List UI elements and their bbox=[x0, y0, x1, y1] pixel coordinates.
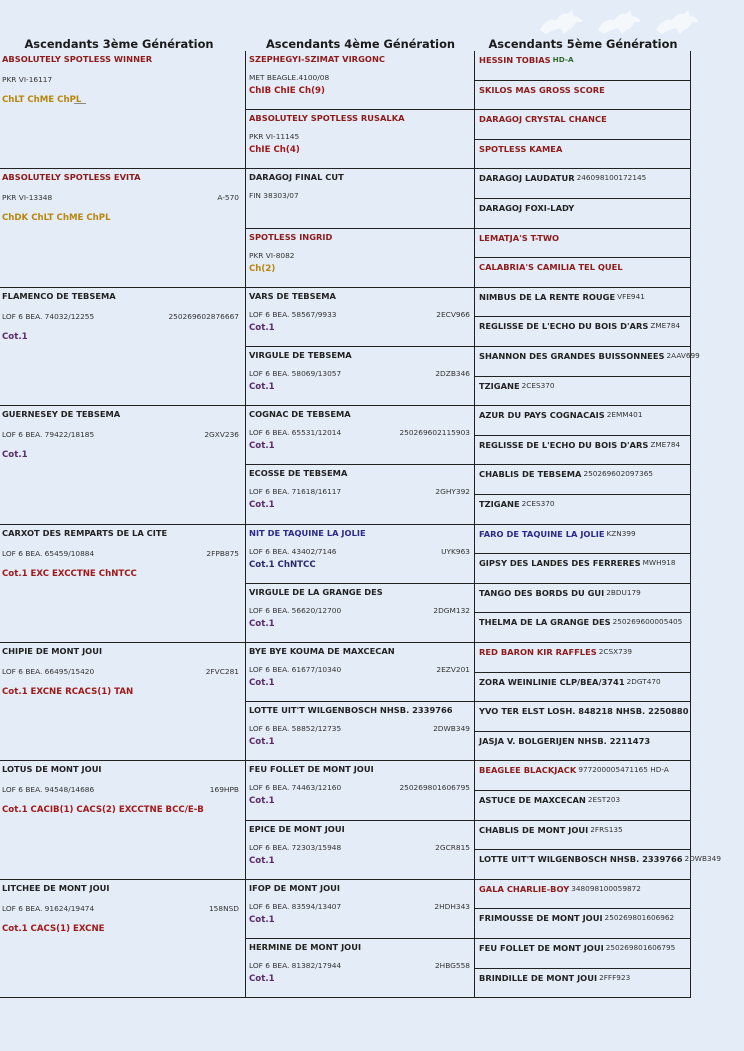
dog-name: ABSOLUTELY SPOTLESS WINNER bbox=[2, 54, 153, 64]
dog-name: BEAGLEE BLACKJACK bbox=[479, 765, 577, 776]
dog-name: VARS DE TEBSEMA bbox=[249, 290, 336, 301]
identification-number: 348098100059872 bbox=[571, 883, 641, 893]
dog-name: AZUR DU PAYS COGNACAIS bbox=[479, 410, 605, 421]
gen5-cell bbox=[475, 377, 691, 407]
titles: Cot.1 bbox=[2, 450, 28, 461]
dog-name: CHIPIE DE MONT JOUI bbox=[2, 646, 103, 656]
registration-number: LOF 6 BEA. 81382/17944 bbox=[249, 961, 342, 970]
identification-number: 2DGM132 bbox=[433, 605, 470, 615]
gen5-cell bbox=[475, 525, 691, 555]
registration-line bbox=[249, 547, 470, 556]
registration-number: LOF 6 BEA. 74032/12255 bbox=[2, 311, 95, 321]
titles: Cot.1 bbox=[249, 500, 275, 511]
titles: Cot.1 bbox=[249, 855, 275, 866]
gen5-cell bbox=[475, 584, 691, 614]
titles: Cot.1 CACS(1) EXCNE bbox=[2, 923, 105, 934]
identification-number: 250269600005405 bbox=[612, 617, 683, 627]
gen5-cell bbox=[475, 613, 691, 643]
dog-name: SPOTLESS KAMEA bbox=[479, 143, 563, 154]
dog-name: COGNAC DE TEBSEMA bbox=[249, 409, 351, 420]
identification-number: 2DWB349 bbox=[684, 854, 721, 864]
gen5-cell bbox=[475, 643, 691, 673]
identification-number: 2GCR815 bbox=[435, 842, 470, 852]
gen4-cell bbox=[246, 525, 475, 584]
registration-line bbox=[2, 904, 239, 913]
gen3-cell bbox=[0, 880, 246, 998]
titles: Cot.1 bbox=[249, 796, 275, 807]
registration-line bbox=[249, 132, 470, 141]
gen5-cell bbox=[475, 821, 691, 851]
dog-name: SZEPHEGYI-SZIMAT VIRGONC bbox=[249, 54, 385, 64]
gen5-cell bbox=[475, 229, 691, 259]
registration-number: LOF 6 BEA. 43402/7146 bbox=[249, 546, 337, 556]
header-generation-5: Ascendants 5ème Génération bbox=[488, 37, 678, 51]
registration-line bbox=[249, 665, 470, 674]
identification-number: 250269801606962 bbox=[604, 913, 675, 923]
dog-name: GALA CHARLIE-BOY bbox=[479, 883, 570, 894]
gen3-cell bbox=[0, 288, 246, 406]
dog-name: NIT DE TAQUINE LA JOLIE bbox=[249, 527, 366, 538]
dog-name: TZIGANE bbox=[479, 499, 520, 509]
titles: Cot.1 bbox=[249, 737, 275, 748]
titles: Cot.1 ChNTCC bbox=[249, 559, 316, 570]
gen3-cell bbox=[0, 169, 246, 287]
header-generation-3: Ascendants 3ème Génération bbox=[24, 37, 214, 51]
registration-line bbox=[249, 843, 470, 852]
dog-name: EPICE DE MONT JOUI bbox=[249, 823, 345, 834]
identification-number: 250269602097365 bbox=[583, 469, 654, 479]
registration-number: PKR VI-11145 bbox=[249, 132, 300, 142]
identification-number: 2CSX739 bbox=[598, 647, 633, 656]
gen5-cell bbox=[475, 850, 721, 880]
registration-number: PKR VI-13348 bbox=[2, 193, 53, 203]
titles: Cot.1 bbox=[2, 331, 28, 342]
titles: Cot.1 bbox=[249, 382, 275, 392]
registration-line bbox=[2, 667, 239, 676]
gen4-cell bbox=[246, 288, 475, 347]
identification-number: 2DZB346 bbox=[435, 369, 470, 378]
dog-name: BYE BYE KOUMA DE MAXCECAN bbox=[249, 646, 395, 656]
identification-number: 169HPB bbox=[209, 785, 239, 795]
identification-number: 2DGT470 bbox=[626, 676, 661, 686]
dog-name: LOTUS DE MONT JOUI bbox=[2, 764, 102, 775]
registration-line bbox=[2, 430, 239, 439]
dog-name: SPOTLESS INGRID bbox=[249, 231, 333, 242]
registration-line bbox=[249, 369, 470, 378]
pen-mark bbox=[74, 103, 86, 108]
dog-name: LOTTE UIT'T WILGENBOSCH NHSB. 2339766 bbox=[479, 854, 683, 865]
dog-name: FEU FOLLET DE MONT JOUI bbox=[479, 943, 604, 953]
registration-number: FIN 38303/07 bbox=[249, 191, 299, 201]
dog-name: SHANNON DES GRANDES BUISSONNEES bbox=[479, 351, 665, 361]
gen4-cell bbox=[246, 584, 475, 643]
gen5-cell bbox=[475, 140, 691, 170]
dog-silhouette-icon bbox=[596, 8, 642, 36]
dog-name: VIRGULE DE TEBSEMA bbox=[249, 350, 352, 360]
titles: Cot.1 bbox=[249, 441, 275, 452]
registration-number: PKR VI-16117 bbox=[2, 75, 53, 84]
gen5-cell bbox=[475, 110, 691, 140]
identification-number: UYK963 bbox=[441, 546, 470, 556]
identification-number: 246098100172145 bbox=[576, 173, 647, 183]
titles: Cot.1 bbox=[249, 678, 275, 688]
registration-number: MET BEAGLE.4100/08 bbox=[249, 73, 330, 82]
gen5-cell bbox=[475, 673, 691, 703]
registration-line bbox=[249, 428, 470, 437]
header-generation-4: Ascendants 4ème Génération bbox=[265, 37, 456, 51]
dog-name: ECOSSE DE TEBSEMA bbox=[249, 468, 348, 479]
identification-number: 2EST203 bbox=[587, 795, 621, 804]
gen5-cell bbox=[475, 909, 691, 939]
registration-line bbox=[2, 193, 239, 202]
dog-name: RED BARON KIR RAFFLES bbox=[479, 647, 597, 657]
registration-number: LOF 6 BEA. 56620/12700 bbox=[249, 605, 342, 615]
registration-line bbox=[249, 191, 470, 200]
registration-line bbox=[2, 75, 239, 84]
dog-name: HERMINE DE MONT JOUI bbox=[249, 942, 362, 952]
registration-line bbox=[2, 785, 239, 794]
gen3-cell bbox=[0, 51, 246, 169]
dog-name: ASTUCE DE MAXCECAN bbox=[479, 795, 586, 805]
gen4-cell bbox=[246, 51, 475, 110]
identification-number: 2AAV699 bbox=[666, 351, 700, 360]
dog-name: THELMA DE LA GRANGE DES bbox=[479, 617, 611, 628]
identification-number: 2HBG558 bbox=[434, 961, 470, 970]
dog-name: REGLISSE DE L'ECHO DU BOIS D'ARS bbox=[479, 439, 649, 450]
identification-number: ZME784 bbox=[650, 439, 681, 449]
gen5-cell bbox=[475, 791, 691, 821]
gen4-cell bbox=[246, 939, 475, 998]
gen4-cell bbox=[246, 761, 475, 820]
dog-name: ABSOLUTELY SPOTLESS EVITA bbox=[2, 172, 141, 183]
gen5-cell bbox=[475, 939, 691, 969]
registration-line bbox=[249, 724, 470, 733]
gen4-cell bbox=[246, 229, 475, 288]
gen5-cell bbox=[475, 465, 691, 495]
dog-name: CALABRIA'S CAMILIA TEL QUEL bbox=[479, 262, 623, 273]
titles: Cot.1 CACIB(1) CACS(2) EXCCTNE BCC/E-B bbox=[2, 805, 204, 816]
gen5-cell bbox=[475, 761, 691, 791]
registration-number: LOF 6 BEA. 74463/12160 bbox=[249, 783, 342, 793]
gen5-cell bbox=[475, 169, 691, 199]
identification-number: KZN399 bbox=[606, 528, 636, 538]
registration-number: LOF 6 BEA. 71618/16117 bbox=[249, 487, 342, 497]
registration-line bbox=[249, 310, 470, 319]
dog-silhouette-icon bbox=[538, 8, 584, 36]
identification-number: A-570 bbox=[217, 193, 239, 203]
registration-number: LOF 6 BEA. 65459/10884 bbox=[2, 548, 95, 558]
identification-number: 2ECV966 bbox=[436, 309, 470, 319]
registration-number: LOF 6 BEA. 79422/18185 bbox=[2, 430, 95, 440]
gen3-cell bbox=[0, 761, 246, 879]
identification-number: 2GXV236 bbox=[204, 430, 239, 440]
identification-number: 2HDH343 bbox=[434, 901, 470, 911]
identification-number: 158NSD bbox=[208, 903, 239, 913]
identification-number: 250269602115903 bbox=[399, 428, 470, 438]
identification-number: 2CES370 bbox=[521, 499, 555, 508]
identification-number: 2BDU179 bbox=[606, 587, 641, 597]
gen5-cell bbox=[475, 702, 691, 732]
gen5-cell bbox=[475, 495, 691, 525]
dog-name: CARXOT DES REMPARTS DE LA CITE bbox=[2, 527, 168, 538]
dog-name: REGLISSE DE L'ECHO DU BOIS D'ARS bbox=[479, 321, 649, 332]
gen5-cell bbox=[475, 288, 691, 318]
titles: Cot.1 bbox=[249, 322, 275, 333]
gen5-cell bbox=[475, 258, 691, 288]
registration-line bbox=[249, 961, 470, 970]
titles: Cot.1 EXCNE RCACS(1) TAN bbox=[2, 687, 134, 697]
dog-name: SKILOS MAS GROSS SCORE bbox=[479, 84, 605, 95]
titles: Cot.1 bbox=[249, 974, 275, 984]
dog-name: DARAGOJ CRYSTAL CHANCE bbox=[479, 114, 607, 125]
identification-number: HD-A bbox=[552, 55, 574, 64]
identification-number: VFE941 bbox=[617, 291, 645, 301]
gen4-cell bbox=[246, 702, 475, 761]
gen4-cell bbox=[246, 465, 475, 524]
gen5-cell bbox=[475, 347, 700, 377]
gen3-cell bbox=[0, 525, 246, 643]
dog-name: TZIGANE bbox=[479, 380, 520, 391]
gen4-cell bbox=[246, 643, 475, 702]
dog-name: LOTTE UIT'T WILGENBOSCH NHSB. 2339766 bbox=[249, 705, 453, 716]
gen5-cell bbox=[475, 81, 691, 111]
dog-name: VIRGULE DE LA GRANGE DES bbox=[249, 586, 383, 597]
dog-name: FARO DE TAQUINE LA JOLIE bbox=[479, 528, 605, 539]
identification-number: 2EMM401 bbox=[606, 410, 643, 420]
identification-number: 2FFF923 bbox=[599, 972, 631, 982]
identification-number: 2DWB349 bbox=[433, 724, 470, 734]
gen4-cell bbox=[246, 347, 475, 406]
dog-name: ZORA WEINLINIE CLP/BEA/3741 bbox=[479, 676, 625, 687]
dog-name: DARAGOJ FOXI-LADY bbox=[479, 203, 575, 213]
dog-silhouette-icon bbox=[654, 8, 700, 36]
registration-number: LOF 6 BEA. 61677/10340 bbox=[249, 665, 342, 674]
gen5-cell bbox=[475, 317, 691, 347]
dog-name: CHABLIS DE MONT JOUI bbox=[479, 824, 589, 835]
gen5-cell bbox=[475, 406, 691, 436]
dog-name: HESSIN TOBIAS bbox=[479, 55, 551, 65]
registration-line bbox=[249, 73, 470, 82]
identification-number: 250269801606795 bbox=[399, 783, 470, 793]
dog-name: YVO TER ELST LOSH. 848218 NHSB. 2250880 bbox=[479, 706, 689, 717]
gen5-cell bbox=[475, 969, 691, 999]
registration-number: LOF 6 BEA. 91624/19474 bbox=[2, 903, 95, 913]
registration-number: LOF 6 BEA. 58069/13057 bbox=[249, 369, 342, 378]
identification-number: MWH918 bbox=[642, 558, 676, 568]
registration-line bbox=[249, 251, 470, 260]
registration-number: LOF 6 BEA. 58567/9933 bbox=[249, 309, 337, 319]
identification-number: 2CES370 bbox=[521, 380, 555, 390]
registration-number: LOF 6 BEA. 58852/12735 bbox=[249, 724, 342, 734]
titles: Cot.1 EXC EXCCTNE ChNTCC bbox=[2, 568, 137, 579]
registration-number: LOF 6 BEA. 65531/12014 bbox=[249, 428, 342, 438]
identification-number: 2GHY392 bbox=[435, 487, 470, 497]
identification-number: ZME784 bbox=[650, 321, 681, 331]
dog-name: NIMBUS DE LA RENTE ROUGE bbox=[479, 291, 616, 302]
identification-number: 2FVC281 bbox=[205, 667, 239, 676]
titles: Cot.1 bbox=[249, 914, 275, 925]
identification-number: 2FRS135 bbox=[590, 824, 623, 834]
identification-number: 977200005471165 HD-A bbox=[578, 765, 669, 775]
dog-name: FLAMENCO DE TEBSEMA bbox=[2, 290, 116, 301]
gen4-cell bbox=[246, 110, 475, 169]
dog-name: JASJA V. BOLGERIJEN NHSB. 2211473 bbox=[479, 735, 651, 746]
gen5-cell bbox=[475, 436, 691, 466]
gen5-cell bbox=[475, 51, 691, 81]
titles: Cot.1 bbox=[249, 618, 275, 629]
gen3-cell bbox=[0, 406, 246, 524]
gen5-cell bbox=[475, 199, 691, 229]
dog-name: LEMATJA'S T-TWO bbox=[479, 232, 560, 243]
titles: Ch(2) bbox=[249, 263, 276, 274]
registration-number: LOF 6 BEA. 94548/14686 bbox=[2, 785, 95, 795]
gen4-cell bbox=[246, 880, 475, 939]
dog-name: BRINDILLE DE MONT JOUI bbox=[479, 972, 598, 983]
titles: ChDK ChLT ChME ChPL bbox=[2, 213, 111, 224]
dog-name: IFOP DE MONT JOUI bbox=[249, 882, 340, 893]
dog-name: GIPSY DES LANDES DES FERRERES bbox=[479, 558, 641, 569]
identification-number: 2FPB875 bbox=[206, 548, 239, 558]
gen5-cell bbox=[475, 554, 691, 584]
gen5-cell bbox=[475, 880, 691, 910]
gen3-cell bbox=[0, 643, 246, 761]
registration-line bbox=[249, 606, 470, 615]
dog-name: DARAGOJ FINAL CUT bbox=[249, 172, 344, 183]
registration-line bbox=[249, 783, 470, 792]
registration-number: PKR VI-8082 bbox=[249, 250, 295, 260]
registration-line bbox=[2, 549, 239, 558]
gen4-cell bbox=[246, 821, 475, 880]
identification-number: 2EZV201 bbox=[436, 665, 470, 674]
gen5-cell bbox=[475, 732, 691, 762]
dog-name: ABSOLUTELY SPOTLESS RUSALKA bbox=[249, 113, 405, 124]
dog-name: LITCHEE DE MONT JOUI bbox=[2, 882, 110, 893]
registration-number: LOF 6 BEA. 83594/13407 bbox=[249, 901, 342, 911]
dog-name: TANGO DES BORDS DU GUI bbox=[479, 587, 605, 598]
titles: ChIB ChIE Ch(9) bbox=[249, 86, 325, 96]
dog-name: FEU FOLLET DE MONT JOUI bbox=[249, 764, 374, 775]
titles: ChLT ChME ChPL bbox=[2, 95, 82, 105]
gen4-cell bbox=[246, 406, 475, 465]
registration-line bbox=[2, 312, 239, 321]
titles: ChIE Ch(4) bbox=[249, 145, 300, 156]
registration-number: LOF 6 BEA. 66495/15420 bbox=[2, 667, 95, 676]
kennel-logo bbox=[538, 8, 700, 36]
identification-number: 250269801606795 bbox=[605, 943, 676, 952]
registration-line bbox=[249, 487, 470, 496]
dog-name: FRIMOUSSE DE MONT JOUI bbox=[479, 913, 603, 924]
dog-name: GUERNESEY DE TEBSEMA bbox=[2, 409, 121, 420]
registration-number: LOF 6 BEA. 72303/15948 bbox=[249, 842, 342, 852]
gen4-cell bbox=[246, 169, 475, 228]
registration-line bbox=[249, 902, 470, 911]
dog-name: DARAGOJ LAUDATUR bbox=[479, 173, 575, 184]
identification-number: 250269602876667 bbox=[168, 311, 239, 321]
dog-name: CHABLIS DE TEBSEMA bbox=[479, 469, 582, 480]
